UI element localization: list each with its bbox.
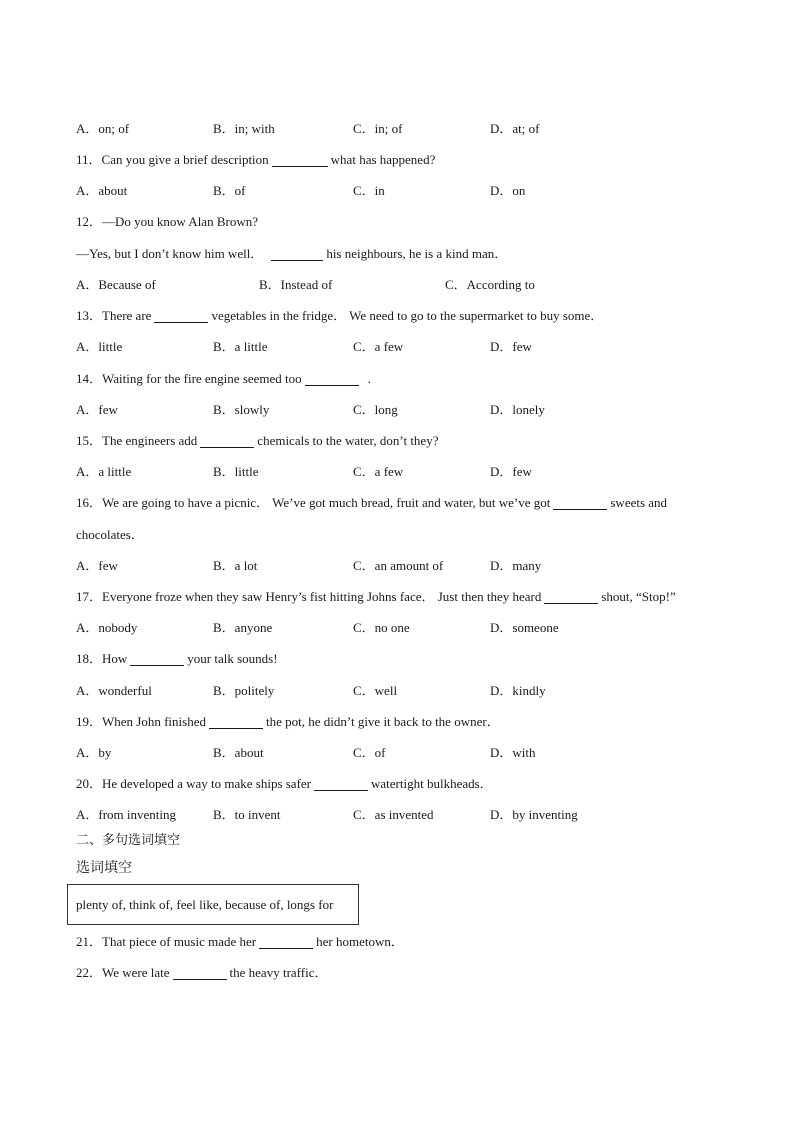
- q13-options: [76, 339, 716, 355]
- option-d: D．someone: [490, 620, 559, 635]
- answer-blank: [305, 373, 359, 386]
- q20-options: [76, 807, 716, 823]
- question-17: 17．Everyone froze when they saw Henry’s fist hitting Johns face． Just then they heard shout, “Stop!”: [76, 589, 676, 604]
- option-c: C．a few: [353, 464, 404, 479]
- option-b: B．slowly: [213, 402, 270, 417]
- option-c: C．of: [353, 745, 386, 760]
- answer-blank: [259, 936, 313, 949]
- option-d: D．many: [490, 558, 542, 573]
- answer-blank: [209, 716, 263, 729]
- q12-options: [76, 277, 716, 293]
- option-b: B．little: [213, 464, 259, 479]
- section-title: 二、多句选词填空: [76, 833, 181, 848]
- answer-blank: [200, 435, 254, 448]
- option-a: A．wonderful: [76, 683, 152, 698]
- q10-options: [76, 121, 716, 137]
- option-d: D．at; of: [490, 121, 540, 136]
- option-a: A．little: [76, 339, 123, 354]
- option-c: C．in: [353, 183, 385, 198]
- option-a: A．few: [76, 402, 118, 417]
- answer-blank: [271, 248, 323, 261]
- option-b: B．of: [213, 183, 246, 198]
- option-d: D．few: [490, 339, 532, 354]
- option-c: C．an amount of: [353, 558, 444, 573]
- question-18: 18．How your talk sounds!: [76, 651, 278, 666]
- option-d: D．lonely: [490, 402, 545, 417]
- question-21: 21．That piece of music made her her hometown．: [76, 934, 404, 949]
- option-a: A．few: [76, 558, 118, 573]
- answer-blank: [553, 497, 607, 510]
- q18-options: [76, 683, 716, 699]
- option-a: A．from inventing: [76, 807, 177, 822]
- option-d: D．on: [490, 183, 526, 198]
- option-b: B．about: [213, 745, 264, 760]
- word-bank-box: plenty of, think of, feel like, because of, longs for: [67, 884, 359, 925]
- answer-blank: [173, 967, 227, 980]
- question-15: 15．The engineers add chemicals to the water, don’t they?: [76, 433, 439, 448]
- option-c: C．According to: [445, 277, 535, 292]
- option-b: B．in; with: [213, 121, 275, 136]
- question-22: 22．We were late the heavy traffic．: [76, 965, 328, 980]
- option-d: D．few: [490, 464, 532, 479]
- option-a: A．about: [76, 183, 128, 198]
- option-a: A．on; of: [76, 121, 130, 136]
- option-d: D．kindly: [490, 683, 546, 698]
- answer-blank: [130, 653, 184, 666]
- q15-options: [76, 464, 716, 480]
- option-b: B．Instead of: [259, 277, 333, 292]
- question-12: 12．—Do you know Alan Brown?: [76, 214, 258, 229]
- answer-blank: [272, 154, 328, 167]
- option-a: A．by: [76, 745, 112, 760]
- question-16-continued: chocolates．: [76, 527, 144, 542]
- option-c: C．well: [353, 683, 398, 698]
- option-c: C．as invented: [353, 807, 434, 822]
- q17-options: [76, 620, 716, 636]
- question-11: 11．Can you give a brief description what has happened?: [76, 152, 436, 167]
- option-c: C．a few: [353, 339, 404, 354]
- option-c: C．long: [353, 402, 398, 417]
- option-d: D．with: [490, 745, 536, 760]
- option-a: A．a little: [76, 464, 132, 479]
- answer-blank: [154, 310, 208, 323]
- option-b: B．politely: [213, 683, 275, 698]
- q16-options: [76, 558, 716, 574]
- q11-options: [76, 183, 716, 199]
- option-b: B．to invent: [213, 807, 281, 822]
- answer-blank: [544, 591, 598, 604]
- q19-options: [76, 745, 716, 761]
- question-19: 19．When John finished the pot, he didn’t give it back to the owner．: [76, 714, 500, 729]
- question-12-response: —Yes, but I don’t know him well． his neighbours, he is a kind man．: [76, 246, 508, 261]
- option-d: D．by inventing: [490, 807, 578, 822]
- q14-options: [76, 402, 716, 418]
- answer-blank: [314, 778, 368, 791]
- option-b: B．a lot: [213, 558, 258, 573]
- option-b: B．anyone: [213, 620, 273, 635]
- option-b: B．a little: [213, 339, 268, 354]
- option-a: A．Because of: [76, 277, 156, 292]
- option-c: C．in; of: [353, 121, 403, 136]
- question-16: 16．We are going to have a picnic． We’ve got much bread, fruit and water, but we’ve got sweets and: [76, 495, 668, 510]
- question-13: 13．There are vegetables in the fridge． We need to go to the supermarket to buy some．: [76, 308, 604, 323]
- option-a: A．nobody: [76, 620, 138, 635]
- question-20: 20．He developed a way to make ships safer watertight bulkheads．: [76, 776, 493, 791]
- option-c: C．no one: [353, 620, 410, 635]
- section-subtitle: 选词填空: [76, 860, 132, 876]
- question-14: 14．Waiting for the fire engine seemed too .: [76, 371, 371, 386]
